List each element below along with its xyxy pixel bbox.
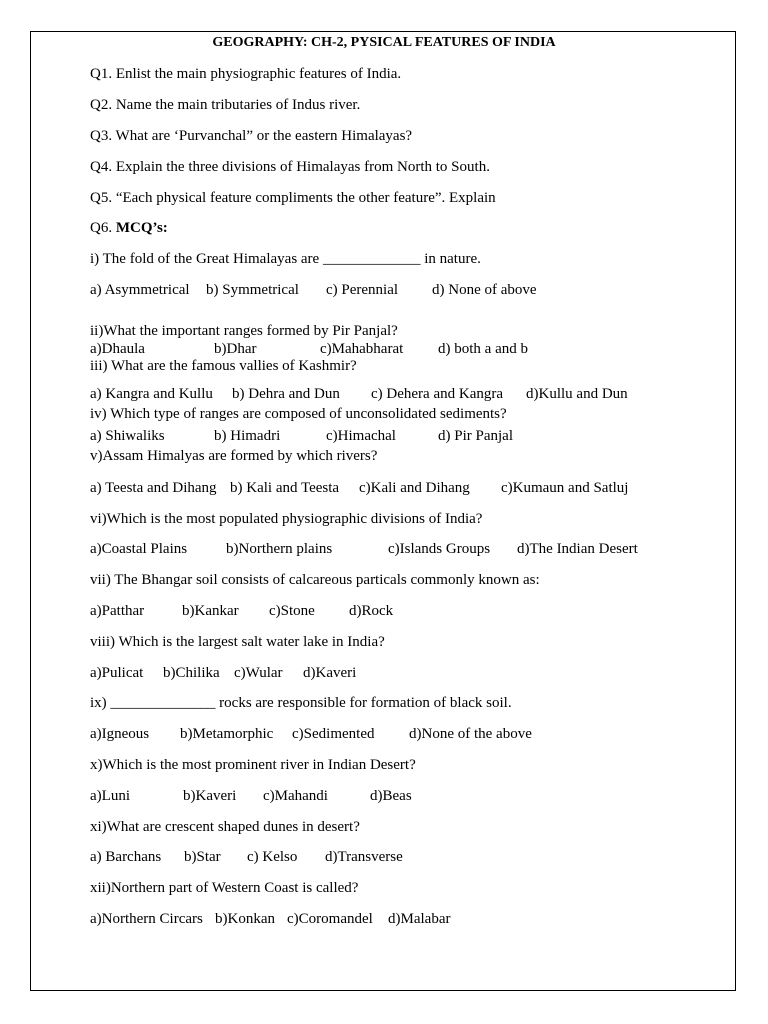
mcq-question: xi)What are crescent shaped dunes in desert? [90,819,360,835]
mcq-option: c)Mahandi [263,788,328,804]
mcq-option: a) Kangra and Kullu [90,386,213,402]
mcq-option: d)Kullu and Dun [526,386,628,402]
question-3: Q3. What are ‘Purvanchal” or the eastern Himalayas? [90,128,413,144]
mcq-option: d)Transverse [325,849,403,865]
mcq-question: ix) ______________ rocks are responsible for formation of black soil. [90,695,512,711]
mcq-option: b) Symmetrical [206,282,299,298]
mcq-option: a)Pulicat [90,665,144,681]
mcq-option: c)Stone [269,603,315,619]
question-6-prefix: Q6. [90,220,116,236]
mcq-question: viii) Which is the largest salt water lake in India? [90,634,385,650]
mcq-option: a) Asymmetrical [90,282,190,298]
mcq-option: b)Dhar [214,341,257,357]
mcq-option: a)Dhaula [90,341,145,357]
mcq-option: c)Wular [234,665,283,681]
mcq-option: c)Kumaun and Satluj [501,480,629,496]
question-6-mcq-heading: MCQ’s: [115,220,168,236]
mcq-question: xii)Northern part of Western Coast is called? [90,880,359,896]
mcq-option: b)Northern plains [226,541,333,557]
mcq-option: d) None of above [432,282,537,298]
mcq-option: c)Mahabharat [320,341,404,357]
mcq-option: c) Perennial [326,282,399,298]
mcq-option: c)Islands Groups [388,541,491,557]
mcq-question: iv) Which type of ranges are composed of unconsolidated sediments? [90,406,507,422]
mcq-option: d)Kaveri [303,665,357,681]
mcq-option: b) Dehra and Dun [232,386,340,402]
mcq-option: b)Star [184,849,221,865]
mcq-question: ii)What the important ranges formed by Pir Panjal? [90,323,398,339]
mcq-option: d)Rock [349,603,394,619]
mcq-option: a)Coastal Plains [90,541,188,557]
mcq-option: d) both a and b [438,341,528,357]
question-6 [90,219,168,237]
question-4: Q4. Explain the three divisions of Himalayas from North to South. [90,159,490,175]
mcq-option: b) Kali and Teesta [230,480,340,496]
mcq-question: v)Assam Himalyas are formed by which rivers? [90,448,378,464]
mcq-option: a) Teesta and Dihang [90,480,217,496]
mcq-option: d)Beas [370,788,412,804]
mcq-question: x)Which is the most prominent river in Indian Desert? [90,757,416,773]
mcq-option: c) Kelso [247,849,298,865]
mcq-option: d)None of the above [409,726,532,742]
mcq-question: i) The fold of the Great Himalayas are _____________ in nature. [90,251,481,267]
question-1: Q1. Enlist the main physiographic features of India. [90,66,402,82]
question-5: Q5. “Each physical feature compliments the other feature”. Explain [90,190,496,206]
mcq-option: a) Barchans [90,849,162,865]
mcq-option: b)Kaveri [183,788,237,804]
mcq-option: a)Igneous [90,726,150,742]
mcq-option: b)Konkan [215,911,275,927]
mcq-question: vi)Which is the most populated physiographic divisions of India? [90,511,483,527]
mcq-option: a) Shiwaliks [90,428,165,444]
mcq-option: d) Pir Panjal [438,428,513,444]
mcq-option: c) Dehera and Kangra [371,386,504,402]
page-title: GEOGRAPHY: CH-2, PYSICAL FEATURES OF INDIA [212,35,556,50]
mcq-question: iii) What are the famous vallies of Kashmir? [90,358,357,374]
mcq-option: c)Coromandel [287,911,373,927]
mcq-option: d)The Indian Desert [517,541,638,557]
mcq-option: b) Himadri [214,428,281,444]
mcq-option: d)Malabar [388,911,451,927]
mcq-option: a)Northern Circars [90,911,203,927]
mcq-option: b)Chilika [163,665,220,681]
mcq-question: vii) The Bhangar soil consists of calcareous particals commonly known as: [90,572,540,588]
mcq-option: b)Kankar [182,603,239,619]
mcq-option: a)Luni [90,788,130,804]
mcq-option: c)Himachal [326,428,396,444]
mcq-option: c)Sedimented [292,726,375,742]
question-2: Q2. Name the main tributaries of Indus river. [90,97,361,113]
mcq-option: c)Kali and Dihang [359,480,470,496]
mcq-option: a)Patthar [90,603,145,619]
mcq-option: b)Metamorphic [180,726,274,742]
